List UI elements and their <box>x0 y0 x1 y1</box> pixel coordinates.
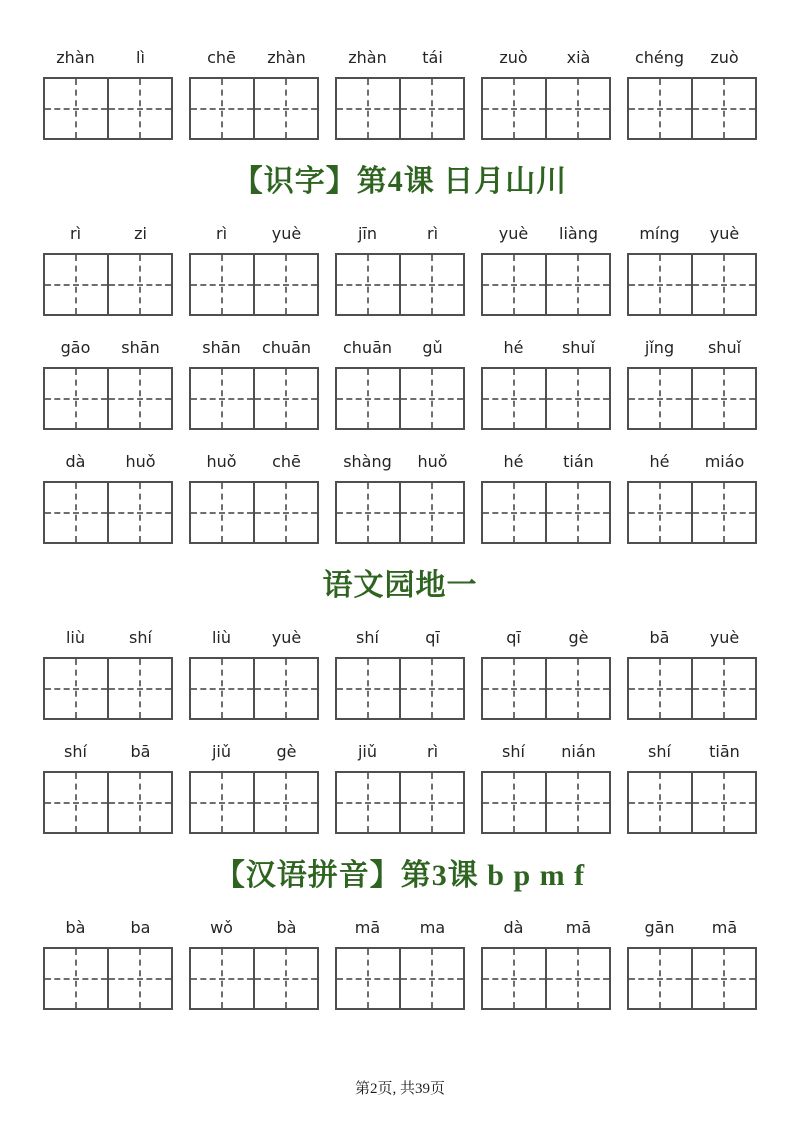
grid-cell <box>483 773 545 832</box>
pinyin-syllable: rì <box>426 742 439 761</box>
word-group <box>43 48 173 140</box>
practice-grid <box>627 481 757 544</box>
pinyin-syllable: gǔ <box>422 338 443 357</box>
word-row <box>43 742 757 834</box>
pinyin-syllable: míng <box>639 224 680 243</box>
pinyin-labels <box>189 628 319 648</box>
pinyin-syllable: jiǔ <box>357 742 378 761</box>
practice-grid <box>481 253 611 316</box>
word-group <box>43 338 173 430</box>
pinyin-syllable: jīn <box>357 224 378 243</box>
pinyin-syllable: yuè <box>271 224 302 243</box>
grid-cell <box>545 369 609 428</box>
practice-grid <box>481 657 611 720</box>
pinyin-syllable: dà <box>503 918 524 937</box>
grid-cell <box>483 483 545 542</box>
word-group <box>189 742 319 834</box>
grid-cell <box>337 369 399 428</box>
pinyin-syllable: nián <box>561 742 596 761</box>
grid-cell <box>45 483 107 542</box>
grid-cell <box>399 659 463 718</box>
practice-grid <box>627 253 757 316</box>
pinyin-syllable: gè <box>568 628 589 647</box>
grid-cell <box>107 659 171 718</box>
grid-cell <box>483 79 545 138</box>
pinyin-syllable: gān <box>644 918 675 937</box>
practice-grid <box>481 771 611 834</box>
pinyin-syllable: qī <box>506 628 521 647</box>
pinyin-syllable: shí <box>64 742 87 761</box>
pinyin-syllable: yuè <box>498 224 529 243</box>
pinyin-labels <box>481 48 611 68</box>
pinyin-labels <box>627 918 757 938</box>
grid-cell <box>253 949 317 1008</box>
pinyin-syllable: chuān <box>342 338 393 357</box>
pinyin-syllable: ba <box>130 918 151 937</box>
pinyin-syllable: shuǐ <box>561 338 596 357</box>
practice-grid <box>189 77 319 140</box>
practice-grid <box>481 367 611 430</box>
pinyin-syllable: shí <box>502 742 525 761</box>
grid-cell <box>45 949 107 1008</box>
page-footer: 第2页, 共39页 <box>354 1081 445 1097</box>
grid-cell <box>629 773 691 832</box>
pinyin-labels <box>335 224 465 244</box>
pinyin-labels <box>43 742 173 762</box>
pinyin-syllable: tái <box>422 48 443 67</box>
pinyin-labels <box>43 338 173 358</box>
pinyin-syllable: bā <box>130 742 151 761</box>
grid-cell <box>45 255 107 314</box>
word-group <box>189 452 319 544</box>
practice-grid <box>481 77 611 140</box>
practice-grid <box>627 657 757 720</box>
pinyin-labels <box>627 742 757 762</box>
word-group <box>481 452 611 544</box>
pinyin-labels <box>43 224 173 244</box>
word-group <box>335 48 465 140</box>
pinyin-syllable: ma <box>419 918 446 937</box>
pinyin-syllable: huǒ <box>417 452 448 471</box>
grid-cell <box>45 79 107 138</box>
practice-grid <box>335 77 465 140</box>
practice-grid <box>189 657 319 720</box>
pinyin-syllable: miáo <box>704 452 745 471</box>
pinyin-syllable: qī <box>425 628 440 647</box>
pinyin-labels <box>335 338 465 358</box>
pinyin-syllable: xià <box>566 48 591 67</box>
grid-cell <box>483 255 545 314</box>
practice-grid <box>627 367 757 430</box>
word-row <box>43 224 757 316</box>
grid-cell <box>191 255 253 314</box>
grid-cell <box>399 255 463 314</box>
worksheet-body <box>43 48 757 1010</box>
grid-cell <box>629 369 691 428</box>
practice-grid <box>43 657 173 720</box>
pinyin-labels <box>627 224 757 244</box>
word-group <box>335 338 465 430</box>
pinyin-syllable: chéng <box>634 48 685 67</box>
pinyin-syllable: rì <box>215 224 228 243</box>
pinyin-labels <box>627 48 757 68</box>
pinyin-syllable: shān <box>202 338 241 357</box>
grid-cell <box>107 773 171 832</box>
grid-cell <box>399 949 463 1008</box>
word-group <box>43 918 173 1010</box>
pinyin-syllable: huǒ <box>206 452 237 471</box>
word-group <box>627 918 757 1010</box>
practice-grid <box>481 481 611 544</box>
pinyin-syllable: dà <box>65 452 86 471</box>
word-group <box>335 628 465 720</box>
word-group <box>335 452 465 544</box>
practice-grid <box>43 947 173 1010</box>
grid-cell <box>337 949 399 1008</box>
pinyin-syllable: zhàn <box>348 48 387 67</box>
pinyin-syllable: mā <box>565 918 592 937</box>
grid-cell <box>107 255 171 314</box>
pinyin-syllable: jiǔ <box>211 742 232 761</box>
section-heading: 【识字】第4课 日月山川 <box>232 165 568 198</box>
word-group <box>481 48 611 140</box>
pinyin-syllable: lì <box>136 48 145 67</box>
grid-cell <box>691 483 755 542</box>
pinyin-syllable: jǐng <box>644 338 675 357</box>
practice-grid <box>189 367 319 430</box>
word-group <box>189 338 319 430</box>
grid-cell <box>253 79 317 138</box>
word-group <box>335 224 465 316</box>
grid-cell <box>253 659 317 718</box>
grid-cell <box>483 949 545 1008</box>
pinyin-labels <box>43 48 173 68</box>
word-group <box>189 48 319 140</box>
grid-cell <box>107 79 171 138</box>
word-group <box>189 628 319 720</box>
pinyin-syllable: liù <box>65 628 86 647</box>
grid-cell <box>253 369 317 428</box>
grid-cell <box>545 659 609 718</box>
practice-grid <box>189 253 319 316</box>
pinyin-syllable: liù <box>211 628 232 647</box>
grid-cell <box>45 659 107 718</box>
pinyin-labels <box>189 338 319 358</box>
section-heading: 语文园地一 <box>322 569 478 602</box>
grid-cell <box>691 773 755 832</box>
grid-cell <box>191 659 253 718</box>
pinyin-syllable: huǒ <box>125 452 156 471</box>
word-group <box>335 742 465 834</box>
pinyin-syllable: rì <box>69 224 82 243</box>
pinyin-labels <box>481 224 611 244</box>
practice-grid <box>189 481 319 544</box>
pinyin-syllable: tián <box>563 452 594 471</box>
grid-cell <box>191 79 253 138</box>
pinyin-labels <box>335 452 465 472</box>
pinyin-labels <box>189 918 319 938</box>
word-group <box>189 918 319 1010</box>
pinyin-syllable: bā <box>649 628 670 647</box>
practice-grid <box>335 947 465 1010</box>
pinyin-syllable: mā <box>354 918 381 937</box>
grid-cell <box>45 369 107 428</box>
grid-cell <box>45 773 107 832</box>
pinyin-syllable: shuǐ <box>707 338 742 357</box>
grid-cell <box>545 483 609 542</box>
grid-cell <box>629 659 691 718</box>
grid-cell <box>629 483 691 542</box>
pinyin-syllable: bà <box>276 918 297 937</box>
word-group <box>43 452 173 544</box>
pinyin-syllable: tiān <box>709 742 740 761</box>
section-heading: 【汉语拼音】第3课 b p m f <box>214 859 586 892</box>
word-row <box>43 48 757 140</box>
practice-grid <box>627 77 757 140</box>
word-group <box>335 918 465 1010</box>
pinyin-syllable: chuān <box>261 338 312 357</box>
practice-grid <box>335 253 465 316</box>
grid-cell <box>399 483 463 542</box>
practice-grid <box>335 771 465 834</box>
word-group <box>627 742 757 834</box>
grid-cell <box>191 949 253 1008</box>
grid-cell <box>691 79 755 138</box>
grid-cell <box>545 773 609 832</box>
practice-grid <box>43 481 173 544</box>
pinyin-labels <box>189 224 319 244</box>
pinyin-labels <box>189 452 319 472</box>
pinyin-syllable: gāo <box>60 338 91 357</box>
pinyin-labels <box>481 452 611 472</box>
pinyin-syllable: hé <box>503 338 524 357</box>
grid-cell <box>337 659 399 718</box>
pinyin-labels <box>43 628 173 648</box>
grid-cell <box>337 79 399 138</box>
pinyin-labels <box>481 918 611 938</box>
practice-grid <box>335 481 465 544</box>
pinyin-syllable: yuè <box>709 628 740 647</box>
pinyin-syllable: shí <box>129 628 152 647</box>
pinyin-syllable: mā <box>711 918 738 937</box>
grid-cell <box>253 483 317 542</box>
grid-cell <box>399 773 463 832</box>
pinyin-labels <box>335 918 465 938</box>
practice-grid <box>627 771 757 834</box>
grid-cell <box>691 369 755 428</box>
word-group <box>627 452 757 544</box>
practice-grid <box>189 947 319 1010</box>
pinyin-syllable: zuò <box>499 48 528 67</box>
word-group <box>627 338 757 430</box>
pinyin-labels <box>189 742 319 762</box>
pinyin-syllable: liàng <box>559 224 598 243</box>
grid-cell <box>191 483 253 542</box>
grid-cell <box>691 659 755 718</box>
pinyin-syllable: yuè <box>271 628 302 647</box>
pinyin-syllable: hé <box>649 452 670 471</box>
pinyin-labels <box>335 48 465 68</box>
word-group <box>43 742 173 834</box>
practice-grid <box>335 657 465 720</box>
grid-cell <box>107 369 171 428</box>
word-group <box>627 48 757 140</box>
grid-cell <box>399 79 463 138</box>
word-group <box>481 742 611 834</box>
pinyin-labels <box>335 628 465 648</box>
grid-cell <box>629 79 691 138</box>
word-group <box>481 224 611 316</box>
grid-cell <box>545 255 609 314</box>
grid-cell <box>337 483 399 542</box>
word-row <box>43 628 757 720</box>
word-group <box>481 338 611 430</box>
grid-cell <box>337 255 399 314</box>
grid-cell <box>337 773 399 832</box>
pinyin-syllable: rì <box>426 224 439 243</box>
grid-cell <box>691 949 755 1008</box>
word-group <box>189 224 319 316</box>
practice-grid <box>481 947 611 1010</box>
pinyin-labels <box>481 338 611 358</box>
pinyin-syllable: zi <box>134 224 147 243</box>
pinyin-labels <box>189 48 319 68</box>
pinyin-syllable: shàng <box>343 452 392 471</box>
practice-grid <box>627 947 757 1010</box>
grid-cell <box>483 659 545 718</box>
practice-grid <box>335 367 465 430</box>
pinyin-labels <box>627 452 757 472</box>
word-group <box>43 628 173 720</box>
pinyin-syllable: chē <box>272 452 301 471</box>
word-group <box>481 628 611 720</box>
pinyin-syllable: bà <box>65 918 86 937</box>
pinyin-syllable: zhàn <box>267 48 306 67</box>
pinyin-syllable: zuò <box>710 48 739 67</box>
grid-cell <box>483 369 545 428</box>
pinyin-syllable: chē <box>207 48 236 67</box>
pinyin-syllable: gè <box>276 742 297 761</box>
word-row <box>43 452 757 544</box>
grid-cell <box>691 255 755 314</box>
grid-cell <box>545 949 609 1008</box>
word-group <box>627 628 757 720</box>
practice-grid <box>43 771 173 834</box>
grid-cell <box>253 773 317 832</box>
pinyin-labels <box>43 918 173 938</box>
practice-grid <box>43 77 173 140</box>
pinyin-labels <box>627 628 757 648</box>
word-group <box>43 224 173 316</box>
grid-cell <box>191 773 253 832</box>
pinyin-syllable: zhàn <box>56 48 95 67</box>
grid-cell <box>107 483 171 542</box>
pinyin-syllable: shān <box>121 338 160 357</box>
grid-cell <box>545 79 609 138</box>
practice-grid <box>189 771 319 834</box>
pinyin-syllable: yuè <box>709 224 740 243</box>
pinyin-syllable: wǒ <box>210 918 233 937</box>
grid-cell <box>253 255 317 314</box>
grid-cell <box>629 949 691 1008</box>
word-group <box>627 224 757 316</box>
pinyin-labels <box>43 452 173 472</box>
word-group <box>481 918 611 1010</box>
pinyin-labels <box>481 628 611 648</box>
pinyin-labels <box>481 742 611 762</box>
pinyin-labels <box>335 742 465 762</box>
grid-cell <box>629 255 691 314</box>
practice-grid <box>43 367 173 430</box>
word-row <box>43 338 757 430</box>
pinyin-syllable: shí <box>356 628 379 647</box>
pinyin-labels <box>627 338 757 358</box>
grid-cell <box>399 369 463 428</box>
grid-cell <box>107 949 171 1008</box>
pinyin-syllable: shí <box>648 742 671 761</box>
word-row <box>43 918 757 1010</box>
pinyin-syllable: hé <box>503 452 524 471</box>
grid-cell <box>191 369 253 428</box>
practice-grid <box>43 253 173 316</box>
